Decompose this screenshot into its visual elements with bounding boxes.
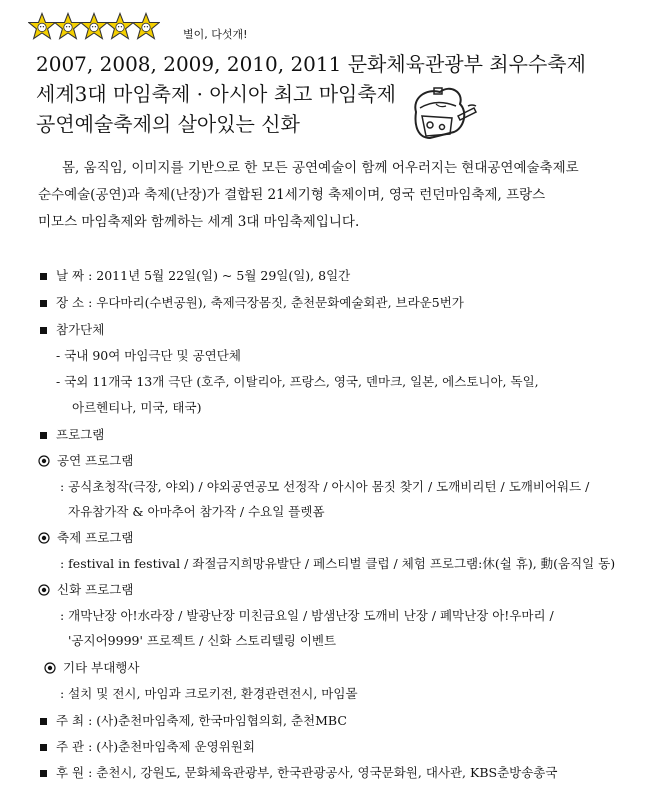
circle-bullet-icon (38, 455, 50, 467)
square-bullet-icon (40, 327, 47, 334)
perf-line-2: 자유참가작 & 아마추어 참가작 / 수요일 플렛폼 (68, 504, 325, 519)
intro-line-2: 순수예술(공연)과 축제(난장)가 결합된 21세기형 축제이며, 영국 런던마임축제, 프랑스 (38, 187, 546, 203)
square-bullet-icon (40, 770, 47, 777)
host-text: 주 최 : (사)춘천마임축제, 한국마임협의회, 춘천MBC (56, 713, 347, 728)
intro-line-1: 몸, 움직임, 이미지를 기반으로 한 모든 공연예술이 함께 어우러지는 현대공연예술축제로 (62, 160, 579, 176)
program-myth (38, 580, 133, 600)
star-icon (28, 12, 56, 40)
detail-program (38, 425, 104, 445)
fest-line-1: : festival in festival / 좌절금지희망유발단 / 페스티벌 클럽 / 체험 프로그램:休(쉴 휴), 動(움직일 동) (60, 556, 616, 571)
detail-venue-text: 장 소 : 우다마리(수변공원), 축제극장몸짓, 춘천문화예술회관, 브라운5번가 (56, 295, 464, 310)
participants-overseas: - 국외 11개국 13개 극단 (호주, 이탈리아, 프랑스, 영국, 덴마크, 일본, 에스토니아, 독일, (56, 374, 539, 389)
participants-domestic: - 국내 90여 마임극단 및 공연단체 (56, 348, 241, 363)
fest-title: 축제 프로그램 (57, 530, 134, 545)
detail-sponsor (38, 763, 557, 783)
star-icon (106, 12, 134, 40)
myth-line-2: '공지어9999' 프로젝트 / 신화 스토리텔링 이벤트 (68, 633, 337, 648)
headline-line-3: 공연예술축제의 살아있는 신화 (36, 112, 300, 136)
detail-organizer (38, 737, 255, 757)
detail-participants (38, 320, 104, 340)
etc-title: 기타 부대행사 (63, 660, 140, 675)
square-bullet-icon (40, 273, 47, 280)
detail-host (38, 711, 347, 731)
myth-title: 신화 프로그램 (57, 582, 134, 597)
participants-overseas-cont: 아르헨티나, 미국, 태국) (72, 400, 202, 415)
square-bullet-icon (40, 718, 47, 725)
stars-caption: 별이, 다섯개! (183, 28, 248, 41)
detail-date (38, 266, 350, 286)
program-festival (38, 528, 133, 548)
square-bullet-icon (40, 432, 47, 439)
square-bullet-icon (40, 744, 47, 751)
program-performance (38, 451, 133, 471)
headline-line-2: 세계3대 마임축제 · 아시아 최고 마임축제 (36, 82, 396, 106)
star-icon (132, 12, 160, 40)
program-title: 프로그램 (56, 427, 105, 442)
detail-venue (38, 293, 464, 313)
myth-line-1: : 개막난장 아!水라장 / 발광난장 미친금요일 / 밤샘난장 도깨비 난장 / 폐막난장 아!우마리 / (60, 608, 554, 623)
star-icon (80, 12, 108, 40)
intro-line-3: 미모스 마임축제와 함께하는 세계 3대 마임축제입니다. (38, 214, 360, 230)
square-bullet-icon (40, 300, 47, 307)
rating-stars (28, 8, 158, 40)
circle-bullet-icon (38, 584, 50, 596)
participants-title: 참가단체 (56, 322, 105, 337)
intro-paragraph (38, 155, 638, 236)
organizer-text: 주 관 : (사)춘천마임축제 운영위원회 (56, 739, 255, 754)
star-icon (54, 12, 82, 40)
circle-bullet-icon (44, 662, 56, 674)
sponsor-text: 후 원 : 춘천시, 강원도, 문화체육관광부, 한국관광공사, 영국문화원, 대사관, KBS춘방송총국 (56, 765, 558, 780)
perf-title: 공연 프로그램 (57, 453, 134, 468)
headline-line-1: 2007, 2008, 2009, 2010, 2011 문화체육관광부 최우수축제 (36, 52, 586, 76)
program-etc (44, 658, 139, 678)
circle-bullet-icon (38, 532, 50, 544)
perf-line-1: : 공식초청작(극장, 야외) / 야외공연공모 선정작 / 아시아 몸짓 찾기 / 도깨비리턴 / 도깨비어워드 / (60, 479, 590, 494)
detail-date-text: 날 짜 : 2011년 5월 22일(일) ~ 5월 29일(일), 8일간 (56, 268, 351, 283)
paint-palette-icon (406, 78, 478, 146)
etc-line-1: : 설치 및 전시, 마임과 크로키전, 환경관련전시, 마임몰 (60, 686, 358, 701)
